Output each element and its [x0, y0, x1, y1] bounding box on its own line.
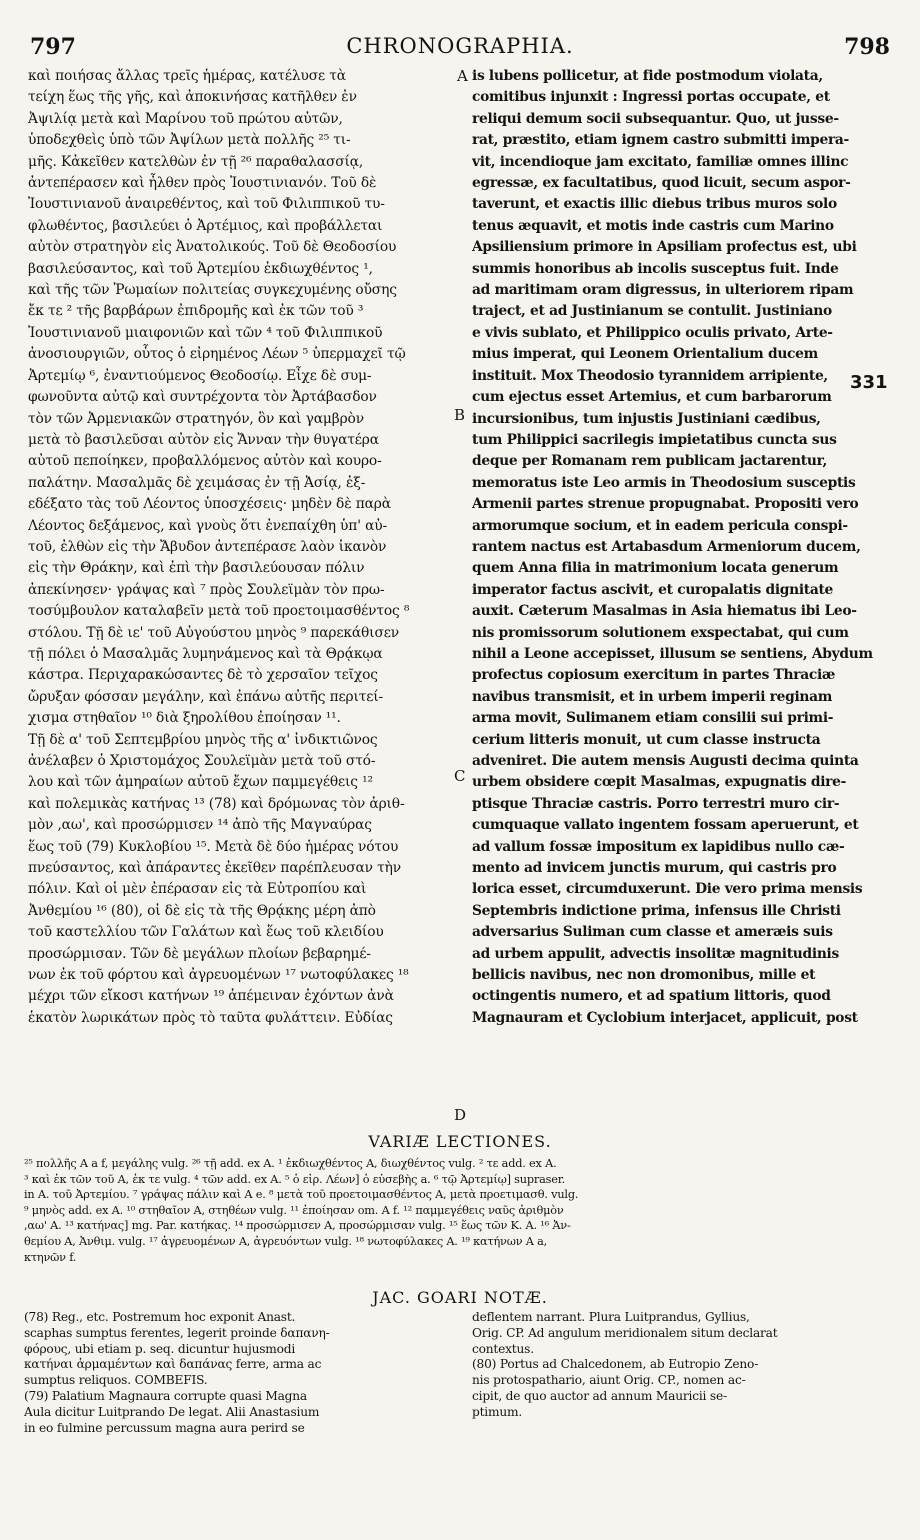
page-number-right: 798 [844, 34, 890, 60]
greek-text-line: πόλιν. Καὶ οἱ μὲν ἐπέρασαν εἰς τὰ Εὐτροπίου καὶ [28, 881, 367, 898]
latin-text-line: is lubens pollicetur, at fide postmodum violata, [472, 68, 823, 84]
greek-text-line: στόλου. Τῇ δὲ ιε' τοῦ Αὐγούστου μηνὸς ⁹ παρεκάθισεν [28, 624, 399, 641]
variant-reading-line: in A. τοῦ Ἀρτεμίου. ⁷ γράψας πάλιν καὶ A e. ⁸ μετὰ τοῦ προετοιμασθέντος A, μετὰ προετιμασθ. vulg. [24, 1188, 579, 1202]
greek-text-line: Ἀψιλίᾳ μετὰ καὶ Μαρίνου τοῦ πρώτου αὐτῶν, [28, 110, 343, 127]
latin-text-line: urbem obsidere cœpit Masalmas, expugnatis dire- [472, 774, 847, 791]
greek-text-line: αὐτὸν στρατηγὸν εἰς Ἀνατολικούς. Τοῦ δὲ Θεοδοσίου [28, 239, 397, 256]
latin-text-line: comitibus injunxit : Ingressi portas occupate, et [472, 89, 830, 106]
latin-text-line: auxit. Cæterum Masalmas in Asia hiematus ibi Leo- [472, 603, 857, 620]
greek-text-line: ἀντεπέρασεν καὶ ἦλθεν πρὸς Ἰουστινιανόν. Τοῦ δὲ [28, 175, 377, 192]
latin-text-line: octingentis numero, et ad spatium littoris, quod [472, 988, 831, 1005]
greek-text-line: τοῦ καστελλίου τῶν Γαλάτων καὶ ἕως τοῦ κλειδίου [28, 924, 384, 941]
greek-text-line: τείχη ἕως τῆς γῆς, καὶ ἀποκινήσας κατῆλθεν ἐν [28, 89, 357, 106]
latin-text-line: egressæ, ex facultatibus, quod licuit, secum aspor- [472, 175, 851, 192]
greek-text-line: ἕως τοῦ (79) Κυκλοβίου ¹⁵. Μετὰ δὲ δύο ἡμέρας νότου [28, 838, 399, 855]
latin-text-line: nihil a Leone accepisset, illusum se sentiens, Abydum [472, 645, 873, 662]
greek-text-line: μὸν ,αω', καὶ προσώρμισεν ¹⁴ ἀπὸ τῆς Μαγναύρας [28, 817, 372, 834]
variant-reading-line: θεμίου A, Ἀνθιμ. vulg. ¹⁷ ἀγρευομένων A, ἀγρευόντων vulg. ¹⁸ νωτοφύλακες A. ¹⁹ κατήνων A a, [24, 1234, 548, 1248]
latin-text-line: armorumque socium, et in eadem pericula conspi- [472, 517, 848, 534]
greek-text-line: νων ἐκ τοῦ φόρτου καὶ ἀγρευομένων ¹⁷ νωτοφύλακες ¹⁸ [28, 967, 409, 984]
note-line: Aula dicitur Luitprando De legat. Alii Anastasium [24, 1404, 320, 1419]
latin-text-line: mento ad invicem junctis murum, qui castris pro [472, 860, 837, 877]
latin-text-line: traject, et ad Justinianum se contulit. Justiniano [472, 303, 832, 320]
greek-text-line: φλωθέντος, βασιλεύει ὁ Ἀρτέμιος, καὶ προβάλλεται [28, 217, 383, 234]
greek-text-line: πνεύσαντος, καὶ ἀπάραντες ἐκεῖθεν παρέπλευσαν τὴν [28, 860, 401, 877]
latin-text-line: reliqui demum socii subsequantur. Quo, ut jusse- [472, 110, 839, 127]
margin-letter-a: A [457, 67, 468, 85]
note-line: in eo fulmine percussum magna aura perird se [24, 1420, 305, 1435]
greek-text-line: ἀνέλαβεν ὁ Χριστομάχος Σουλεϊμὰν μετὰ τοῦ στό- [28, 753, 376, 769]
latin-text-line: deque per Romanam rem publicam jactarentur, [472, 453, 828, 470]
latin-text-line: profectus copiosum exercitum in partes Thraciæ [472, 667, 836, 684]
note-line: φόρους, ubi etiam p. seq. dicuntur hujusmodi [24, 1341, 296, 1356]
latin-text-line: rat, præstito, etiam ignem castro submitti impera- [472, 132, 849, 149]
variant-reading-line: ³ καὶ ἐκ τῶν τοῦ A, ἐκ τε vulg. ⁴ τῶν add. ex A. ⁵ ὁ εἰρ. Λέων] ὁ εὐσεβὴς a. ⁶ τῷ Ἀρτεμίῳ] supraser. [24, 1172, 566, 1186]
latin-text-line: taverunt, et exactis illic diebus tribus muros solo [472, 196, 837, 213]
margin-letter-c: C [454, 767, 466, 785]
greek-text-line: λου καὶ τῶν ἀμηραίων αὐτοῦ ἔχων παμμεγέθεις ¹² [28, 774, 373, 791]
greek-text-line: Ἀνθεμίου ¹⁶ (80), οἱ δὲ εἰς τὰ τῆς Θρᾴκης μέρη ἀπὸ [28, 902, 376, 919]
greek-text-line: Ἀρτεμίῳ ⁶, ἐναντιούμενος Θεοδοσίῳ. Εἶχε δὲ συμ- [28, 367, 372, 384]
latin-text-line: cerium litteris monuit, ut cum classe instructa [472, 731, 821, 748]
variant-reading-line: ⁹ μηνὸς add. ex A. ¹⁰ στηθαῖον A, στηθέων vulg. ¹¹ ἐποίησαν om. A f. ¹² παμμεγέθεις ναῦς ἀριθμὸν [24, 1203, 564, 1217]
greek-text-line: τὸν τῶν Ἀρμενιακῶν στρατηγόν, ὃν καὶ γαμβρὸν [28, 410, 364, 427]
notes-heading: JAC. GOARI NOTÆ. [372, 1288, 548, 1307]
latin-text-line: quem Anna filia in matrimonium locata generum [472, 560, 839, 577]
greek-text-line: Ἰουστινιανοῦ ἀναιρεθέντος, καὶ τοῦ Φιλιππικοῦ τυ- [28, 196, 385, 213]
margin-letter-b: B [454, 406, 466, 424]
greek-text-line: ἑκατὸν λωρικάτων πρὸς τὸ ταῦτα φυλάττειν. Εὐδίας [28, 1009, 393, 1026]
latin-text-line: tum Philippici sacrilegis impietatibus cuncta sus [472, 431, 837, 448]
greek-text-line: ἔκ τε ² τῆς βαρβάρων ἐπιδρομῆς καὶ ἐκ τῶν τοῦ ³ [28, 303, 364, 320]
greek-text-line: ὤρυξαν φόσσαν μεγάλην, καὶ ἐπάνω αὐτῆς περιτεί- [28, 688, 383, 705]
greek-text-line: φωνοῦντα αὐτῷ καὶ συντρέχοντα τὸν Ἀρτάβασδον [28, 389, 377, 406]
note-line: deflentem narrant. Plura Luitprandus, Gyllius, [472, 1310, 750, 1324]
latin-text-line: arma movit, Sulimanem etiam consilii sui primi- [472, 710, 834, 727]
latin-text-line: navibus transmisit, et in urbem imperii reginam [472, 688, 833, 705]
latin-text-line: cumquaque vallato ingentem fossam aperuerunt, et [472, 817, 859, 834]
greek-text-line: ἀνοσιουργιῶν, οὗτος ὁ εἰρημένος Λέων ⁵ ὑπερμαχεῖ τῷ [28, 346, 406, 363]
greek-text-line: τῇ πόλει ὁ Μασαλμᾶς λυμηνάμενος καὶ τὰ Θρᾴκῳα [28, 645, 383, 662]
running-header [30, 34, 890, 64]
latin-text-line: Septembris indictione prima, infensus ille Christi [472, 902, 841, 919]
variae-lectiones-body [24, 1156, 896, 1265]
greek-text-line: χισμα στηθαῖον ¹⁰ διὰ ξηρολίθου ἐποίησαν ¹¹. [28, 710, 341, 727]
latin-text-line: vit, incendioque jam excitato, familiæ omnes illinc [472, 153, 849, 170]
greek-text-line: προσώρμισαν. Τῶν δὲ μεγάλων πλοίων βεβαρημέ- [28, 945, 371, 962]
latin-text-line: ad urbem appulit, advectis insolitæ magnitudinis [472, 945, 839, 962]
variae-lectiones-heading: VARIÆ LECTIONES. [368, 1132, 552, 1151]
margin-letter-d: D [454, 1106, 467, 1124]
latin-text-line: memoratus iste Leo armis in Theodosium susceptis [472, 474, 856, 491]
greek-text-line: Τῇ δὲ α' τοῦ Σεπτεμβρίου μηνὸς τῆς α' ἰνδικτιῶνος [28, 731, 378, 748]
latin-text-line: cum ejectus esset Artemius, et cum barbarorum [472, 389, 832, 406]
note-line: κατήναι ἁρμαμέντων καὶ δαπάνας ferre, arma ac [24, 1357, 322, 1372]
greek-text-line: καὶ ποιήσας ἄλλας τρεῖς ἡμέρας, κατέλυσε τὰ [28, 68, 346, 84]
latin-text-line: summis honoribus ab incolis susceptus fuit. Inde [472, 260, 839, 277]
latin-text-line: adversarius Suliman cum classe et ameræis suis [472, 924, 833, 941]
greek-text-line: Ἰουστινιανοῦ μιαιφονιῶν καὶ τῶν ⁴ τοῦ Φιλιππικοῦ [28, 324, 383, 341]
variant-reading-line: ,αω' A. ¹³ κατήνας] mg. Par. κατήκας. ¹⁴ προσώρμισεν A, προσώρμισαν vulg. ¹⁵ ἕως τῶν K. A. ¹⁶ Ἀν- [24, 1219, 571, 1233]
note-line: scaphas sumptus ferentes, legerit proinde δαπανη- [24, 1325, 330, 1340]
greek-text-line: παλάτην. Μασαλμᾶς δὲ χειμάσας ἐν τῇ Ἀσίᾳ, ἐξ- [28, 474, 366, 491]
note-line: ptimum. [472, 1404, 523, 1419]
greek-text-line: ἀπεκίνησεν· γράψας καὶ ⁷ πρὸς Σουλεϊμὰν τὸν πρω- [28, 581, 385, 598]
page-marker-number: 331 [850, 372, 888, 393]
latin-text-line: e vivis sublato, et Philippico oculis privato, Arte- [472, 324, 833, 341]
greek-text-line: μῆς. Κἀκεῖθεν κατελθὼν ἐν τῇ ²⁶ παραθαλασσίᾳ, [28, 153, 364, 170]
note-line: nis protospathario, aiunt Orig. CP., nomen ac- [472, 1373, 746, 1388]
note-line: sumptus reliquos. COMBEFIS. [24, 1373, 208, 1388]
note-line: cipit, de quo auctor ad annum Mauricii se- [472, 1388, 727, 1403]
latin-text-line: ptisque Thraciæ castris. Porro terrestri muro cir- [472, 795, 840, 812]
latin-text-line: Apsiliensium primore in Apsiliam profectus est, ubi [472, 239, 857, 256]
note-line: contextus. [472, 1341, 534, 1356]
greek-text-line: ὑποδεχθεὶς ὑπὸ τῶν Ἀψίλων μετὰ πολλῆς ²⁵ τι- [28, 132, 351, 149]
latin-text-line: lorica esset, circumduxerunt. Die vero prima mensis [472, 881, 863, 898]
greek-text-line: Λέοντος δεξάμενος, καὶ γνοὺς ὅτι ἐνεπαίχθη ὑπ' αὐ- [28, 517, 387, 534]
running-title: CHRONOGRAPHIA. [346, 34, 574, 58]
greek-text-line: κάστρα. Περιχαρακώσαντες δὲ τὸ χερσαῖον τεῖχος [28, 667, 378, 684]
greek-text-line: μετὰ τὸ βασιλεῦσαι αὐτὸν εἰς Ἄνναν τὴν θυγατέρα [28, 431, 379, 448]
latin-text-line: bellicis navibus, nec non dromonibus, mille et [472, 967, 816, 984]
latin-text-line: imperator factus ascivit, et curopalatis dignitate [472, 581, 834, 598]
greek-text-line: τοῦ, ἐλθὼν εἰς τὴν Ἄβυδον ἀντεπέρασε λαὸν ἱκανὸν [28, 538, 387, 555]
greek-text-line: αὐτοῦ πεποίηκεν, προβαλλόμενος αὐτὸν καὶ κουρο- [28, 453, 382, 470]
latin-text-line: adveniret. Die autem mensis Augusti decima quinta [472, 753, 859, 769]
note-line: (79) Palatium Magnaura corrupte quasi Magna [24, 1388, 307, 1403]
notes-left-column [24, 1310, 456, 1436]
latin-text-line: mius imperat, qui Leonem Orientalium ducem [472, 346, 818, 363]
greek-text-line: τοσύμβουλον καταλαβεῖν μετὰ τοῦ προετοιμασθέντος ⁸ [28, 603, 410, 620]
note-line: Orig. CP. Ad angulum meridionalem situm declarat [472, 1325, 778, 1340]
greek-text-line: εἰς τὴν Θράκην, καὶ ἐπὶ τὴν βασιλεύουσαν πόλιν [28, 560, 365, 577]
greek-text-line: βασιλεύσαντος, καὶ τοῦ Ἀρτεμίου ἐκδιωχθέντος ¹, [28, 260, 373, 277]
latin-text-line: nis promissorum solutionem exspectabat, qui cum [472, 624, 849, 641]
note-line: (78) Reg., etc. Postremum hoc exponit Anast. [24, 1310, 296, 1324]
greek-text-line: καὶ πολεμικὰς κατήνας ¹³ (78) καὶ δρόμωνας τὸν ἀριθ- [28, 795, 405, 812]
latin-text-line: ad vallum fossæ impositum ex lapidibus nullo cæ- [472, 838, 845, 855]
variant-reading-line: κτηνῶν f. [24, 1250, 77, 1264]
latin-text-line: Magnauram et Cyclobium interjacet, applicuit, post [472, 1009, 858, 1026]
latin-text-line: instituit. Mox Theodosio tyrannidem arripiente, [472, 367, 828, 384]
latin-text-line: ad maritimam oram digressus, in ulteriorem ripam [472, 282, 854, 299]
variant-reading-line: ²⁵ πολλῆς A a f, μεγάλης vulg. ²⁶ τῇ add. ex A. ¹ ἐκδιωχθέντος A, διωχθέντος vulg. ² τε add. ex A. [24, 1157, 557, 1170]
notes-right-column [472, 1310, 896, 1421]
page-number-left: 797 [30, 34, 76, 60]
latin-text-line: rantem nactus est Artabasdum Armeniorum ducem, [472, 538, 861, 555]
greek-text-line: καὶ τῆς τῶν Ῥωμαίων πολιτείας συγκεχυμένης οὔσης [28, 282, 397, 299]
latin-text-column [472, 66, 900, 1029]
note-line: (80) Portus ad Chalcedonem, ab Eutropio Zeno- [472, 1357, 759, 1372]
latin-text-line: Armenii partes strenue propugnabat. Propositi vero [472, 496, 859, 513]
latin-text-line: incursionibus, tum injustis Justiniani cædibus, [472, 410, 821, 427]
greek-text-line: μέχρι τῶν εἴκοσι κατήνων ¹⁹ ἀπέμειναν ἐχόντων ἀνὰ [28, 988, 394, 1005]
latin-text-line: tenus æquavit, et motis inde castris cum Marino [472, 217, 834, 234]
greek-text-line: εδέξατο τὰς τοῦ Λέοντος ὑποσχέσεις· μηδὲν δὲ παρὰ [28, 496, 391, 513]
greek-text-column [28, 66, 456, 1029]
